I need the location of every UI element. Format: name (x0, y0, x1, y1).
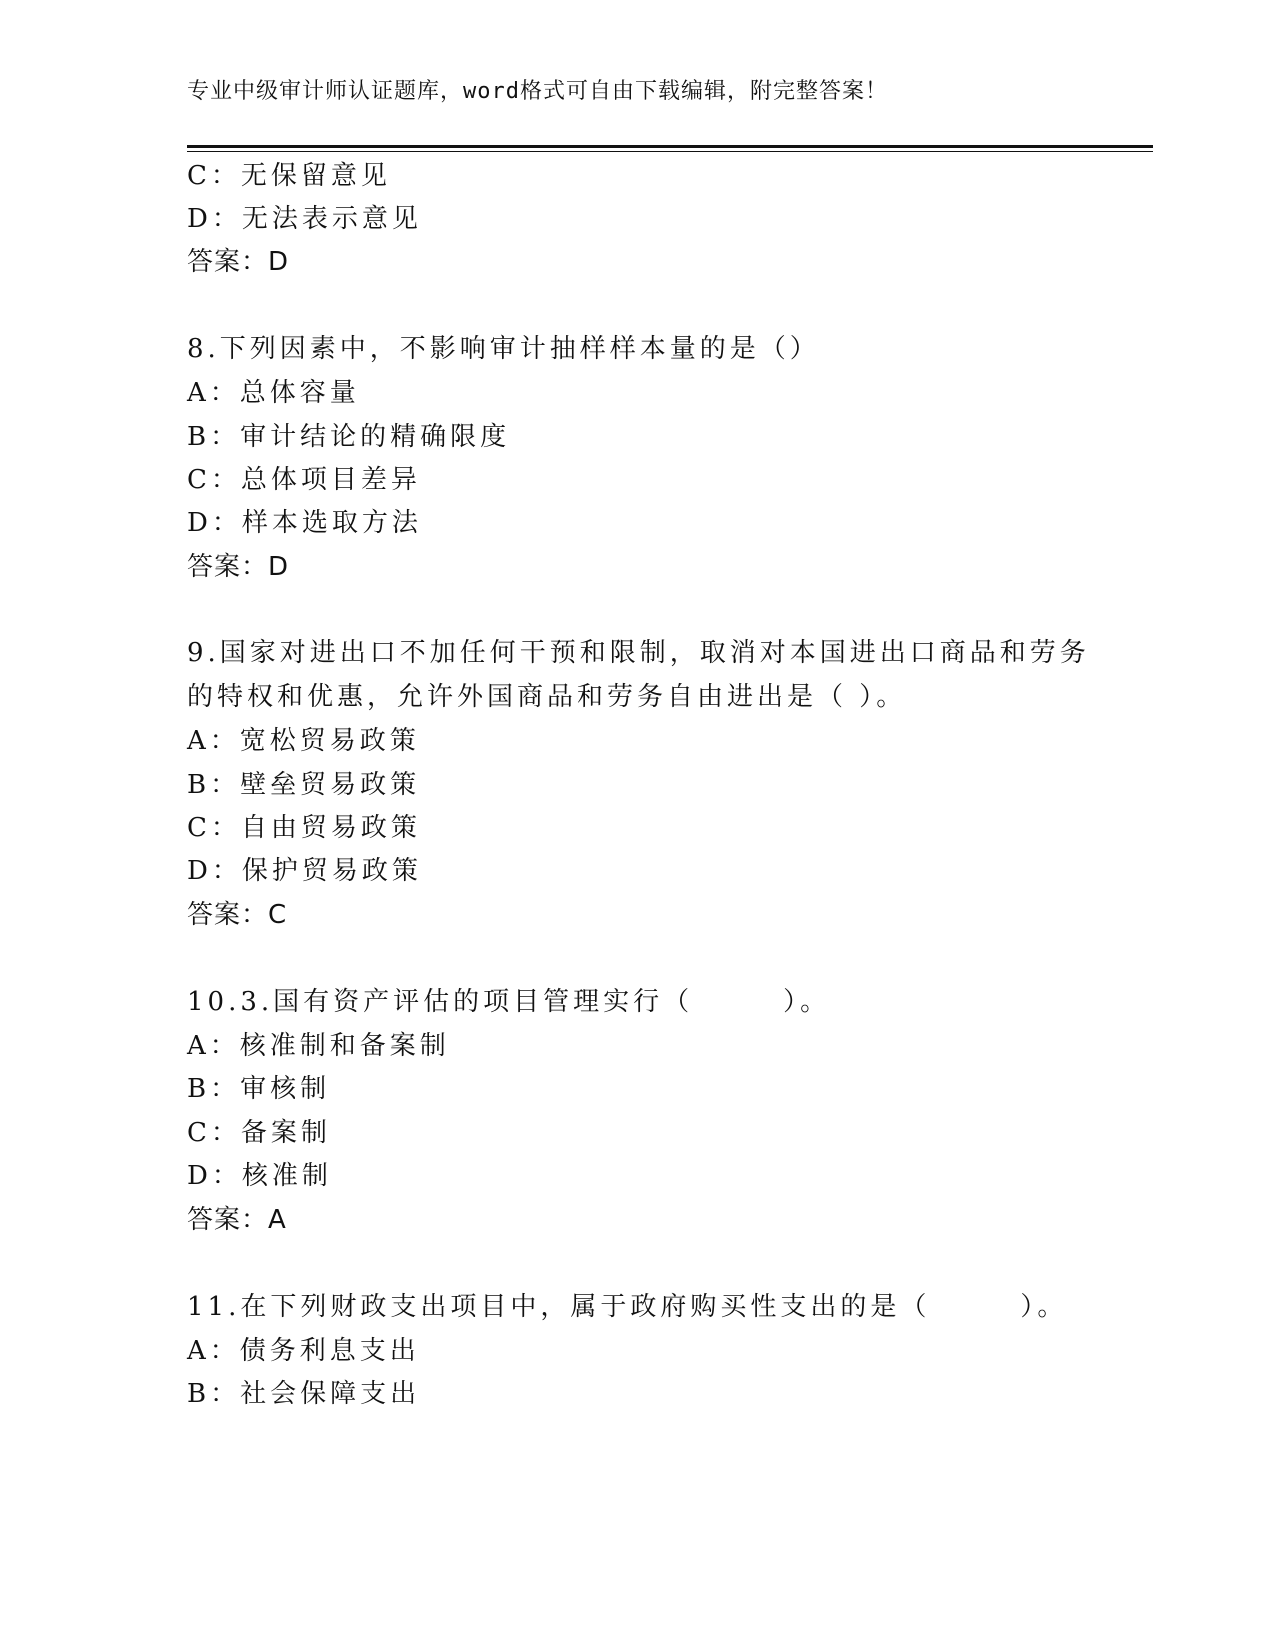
question-10-option-c: C：备案制 (187, 1118, 331, 1148)
header-rule-thin (187, 151, 1153, 152)
question-10-option-a: A：核准制和备案制 (187, 1031, 450, 1061)
question-10-answer: 答案：A (187, 1205, 287, 1235)
option-c: C：无保留意见 (187, 161, 391, 191)
question-9-answer: 答案：C (187, 900, 288, 930)
question-9-option-d: D：保护贸易政策 (187, 856, 422, 886)
question-8-answer: 答案：D (187, 552, 290, 582)
question-11-text: 11.在下列财政支出项目中，属于政府购买性支出的是（ ）。 (187, 1292, 1068, 1322)
question-8-option-a: A：总体容量 (187, 378, 360, 408)
question-9-option-b: B：壁垒贸易政策 (187, 770, 421, 800)
question-8-text: 8.下列因素中，不影响审计抽样样本量的是（） (187, 334, 820, 364)
question-11-option-b: B：社会保障支出 (187, 1379, 421, 1409)
question-10-option-b: B：审核制 (187, 1074, 331, 1104)
question-9-text-line-1: 9.国家对进出口不加任何干预和限制，取消对本国进出口商品和劳务 (187, 638, 1090, 668)
question-9-option-a: A：宽松贸易政策 (187, 726, 420, 756)
question-10-text: 10.3.国有资产评估的项目管理实行（ ）。 (187, 987, 831, 1017)
page-header: 专业中级审计师认证题库，word格式可自由下载编辑，附完整答案！ (187, 79, 888, 104)
question-8-option-d: D：样本选取方法 (187, 508, 422, 538)
question-11-option-a: A：债务利息支出 (187, 1336, 420, 1366)
question-9-option-c: C：自由贸易政策 (187, 813, 421, 843)
header-rule-thick (187, 145, 1153, 148)
answer-line: 答案：D (187, 247, 290, 277)
option-d: D：无法表示意见 (187, 204, 422, 234)
question-8-option-c: C：总体项目差异 (187, 465, 421, 495)
question-8-option-b: B：审计结论的精确限度 (187, 422, 511, 452)
question-10-option-d: D：核准制 (187, 1161, 332, 1191)
question-9-text-line-2: 的特权和优惠，允许外国商品和劳务自由进出是（ ）。 (187, 682, 907, 712)
